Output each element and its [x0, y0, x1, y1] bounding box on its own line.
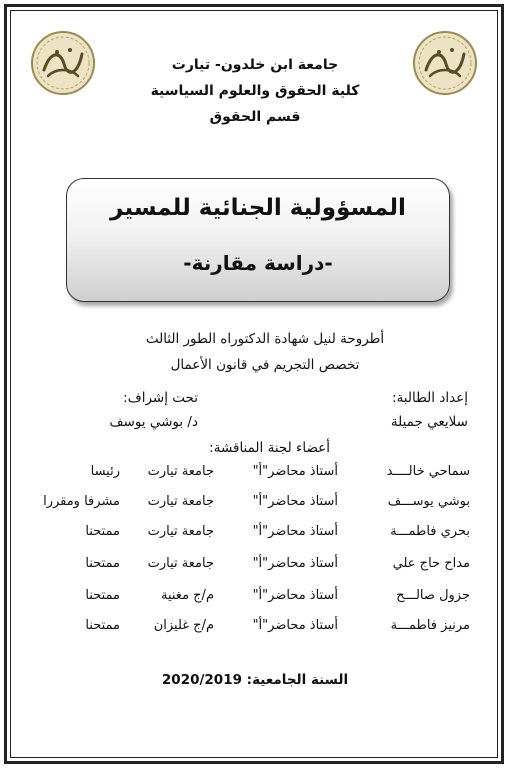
specialization-line: تخصص التجريم في قانون الأعمال — [170, 357, 360, 373]
member-role: ممتحنا — [85, 524, 120, 539]
member-institution: جامعة تيارت — [147, 464, 214, 479]
university-name: جامعة ابن خلدون- تيارت — [171, 57, 339, 73]
supervisor-label: تحت إشراف: — [123, 390, 198, 406]
degree-info — [70, 326, 460, 378]
degree-line: أطروحة لنيل شهادة الدكتوراه الطور الثالث — [145, 331, 385, 347]
member-role: مشرفا ومقررا — [43, 494, 120, 509]
member-name: مرنيز فاطمـــة — [390, 618, 470, 633]
committee-row — [0, 464, 510, 484]
member-institution: جامعة تيارت — [147, 556, 214, 571]
member-rank: أستاذ محاضر"أ" — [252, 618, 338, 633]
committee-heading: أعضاء لجنة المناقشة: — [209, 440, 330, 456]
member-role: رئيسا — [90, 464, 120, 479]
member-name: جزول صالـــح — [396, 588, 470, 603]
member-rank: أستاذ محاضر"أ" — [252, 464, 338, 479]
academic-year: السنة الجامعية: 2020/2019 — [161, 672, 349, 688]
member-institution: جامعة تيارت — [147, 524, 214, 539]
member-name: سماحي خالــــد — [386, 464, 470, 479]
prepared-by-label: إعداد الطالبة: — [392, 390, 468, 406]
committee-row — [0, 618, 510, 638]
university-logo-left — [30, 30, 96, 96]
member-institution: جامعة تيارت — [147, 494, 214, 509]
student-name: سلايعي جميلة — [390, 414, 468, 430]
committee-row — [0, 556, 510, 576]
faculty-name: كلية الحقوق والعلوم السياسية — [150, 83, 360, 99]
committee-row — [0, 494, 510, 514]
member-institution: م/ج مغنية — [160, 588, 214, 603]
member-rank: أستاذ محاضر"أ" — [252, 556, 338, 571]
member-role: ممتحنا — [85, 556, 120, 571]
member-rank: أستاذ محاضر"أ" — [252, 588, 338, 603]
member-rank: أستاذ محاضر"أ" — [252, 524, 338, 539]
member-rank: أستاذ محاضر"أ" — [252, 494, 338, 509]
member-name: بحري فاطمـــة — [390, 524, 470, 539]
committee-row — [0, 588, 510, 608]
institution-header — [120, 52, 390, 130]
member-institution: م/ج غليزان — [153, 618, 214, 633]
department-name: قسم الحقوق — [209, 109, 301, 125]
member-role: ممتحنا — [85, 618, 120, 633]
supervisor-name: د/ بوشي يوسف — [109, 414, 198, 430]
thesis-title: المسؤولية الجنائية للمسير — [110, 195, 406, 221]
member-role: ممتحنا — [85, 588, 120, 603]
member-name: بوشي يوســـف — [387, 494, 470, 509]
member-name: مداح حاج علي — [392, 556, 470, 571]
thesis-subtitle: -دراسة مقارنة- — [183, 251, 333, 275]
university-logo-right — [412, 30, 478, 96]
thesis-title-box — [66, 178, 450, 302]
committee-row — [0, 524, 510, 544]
